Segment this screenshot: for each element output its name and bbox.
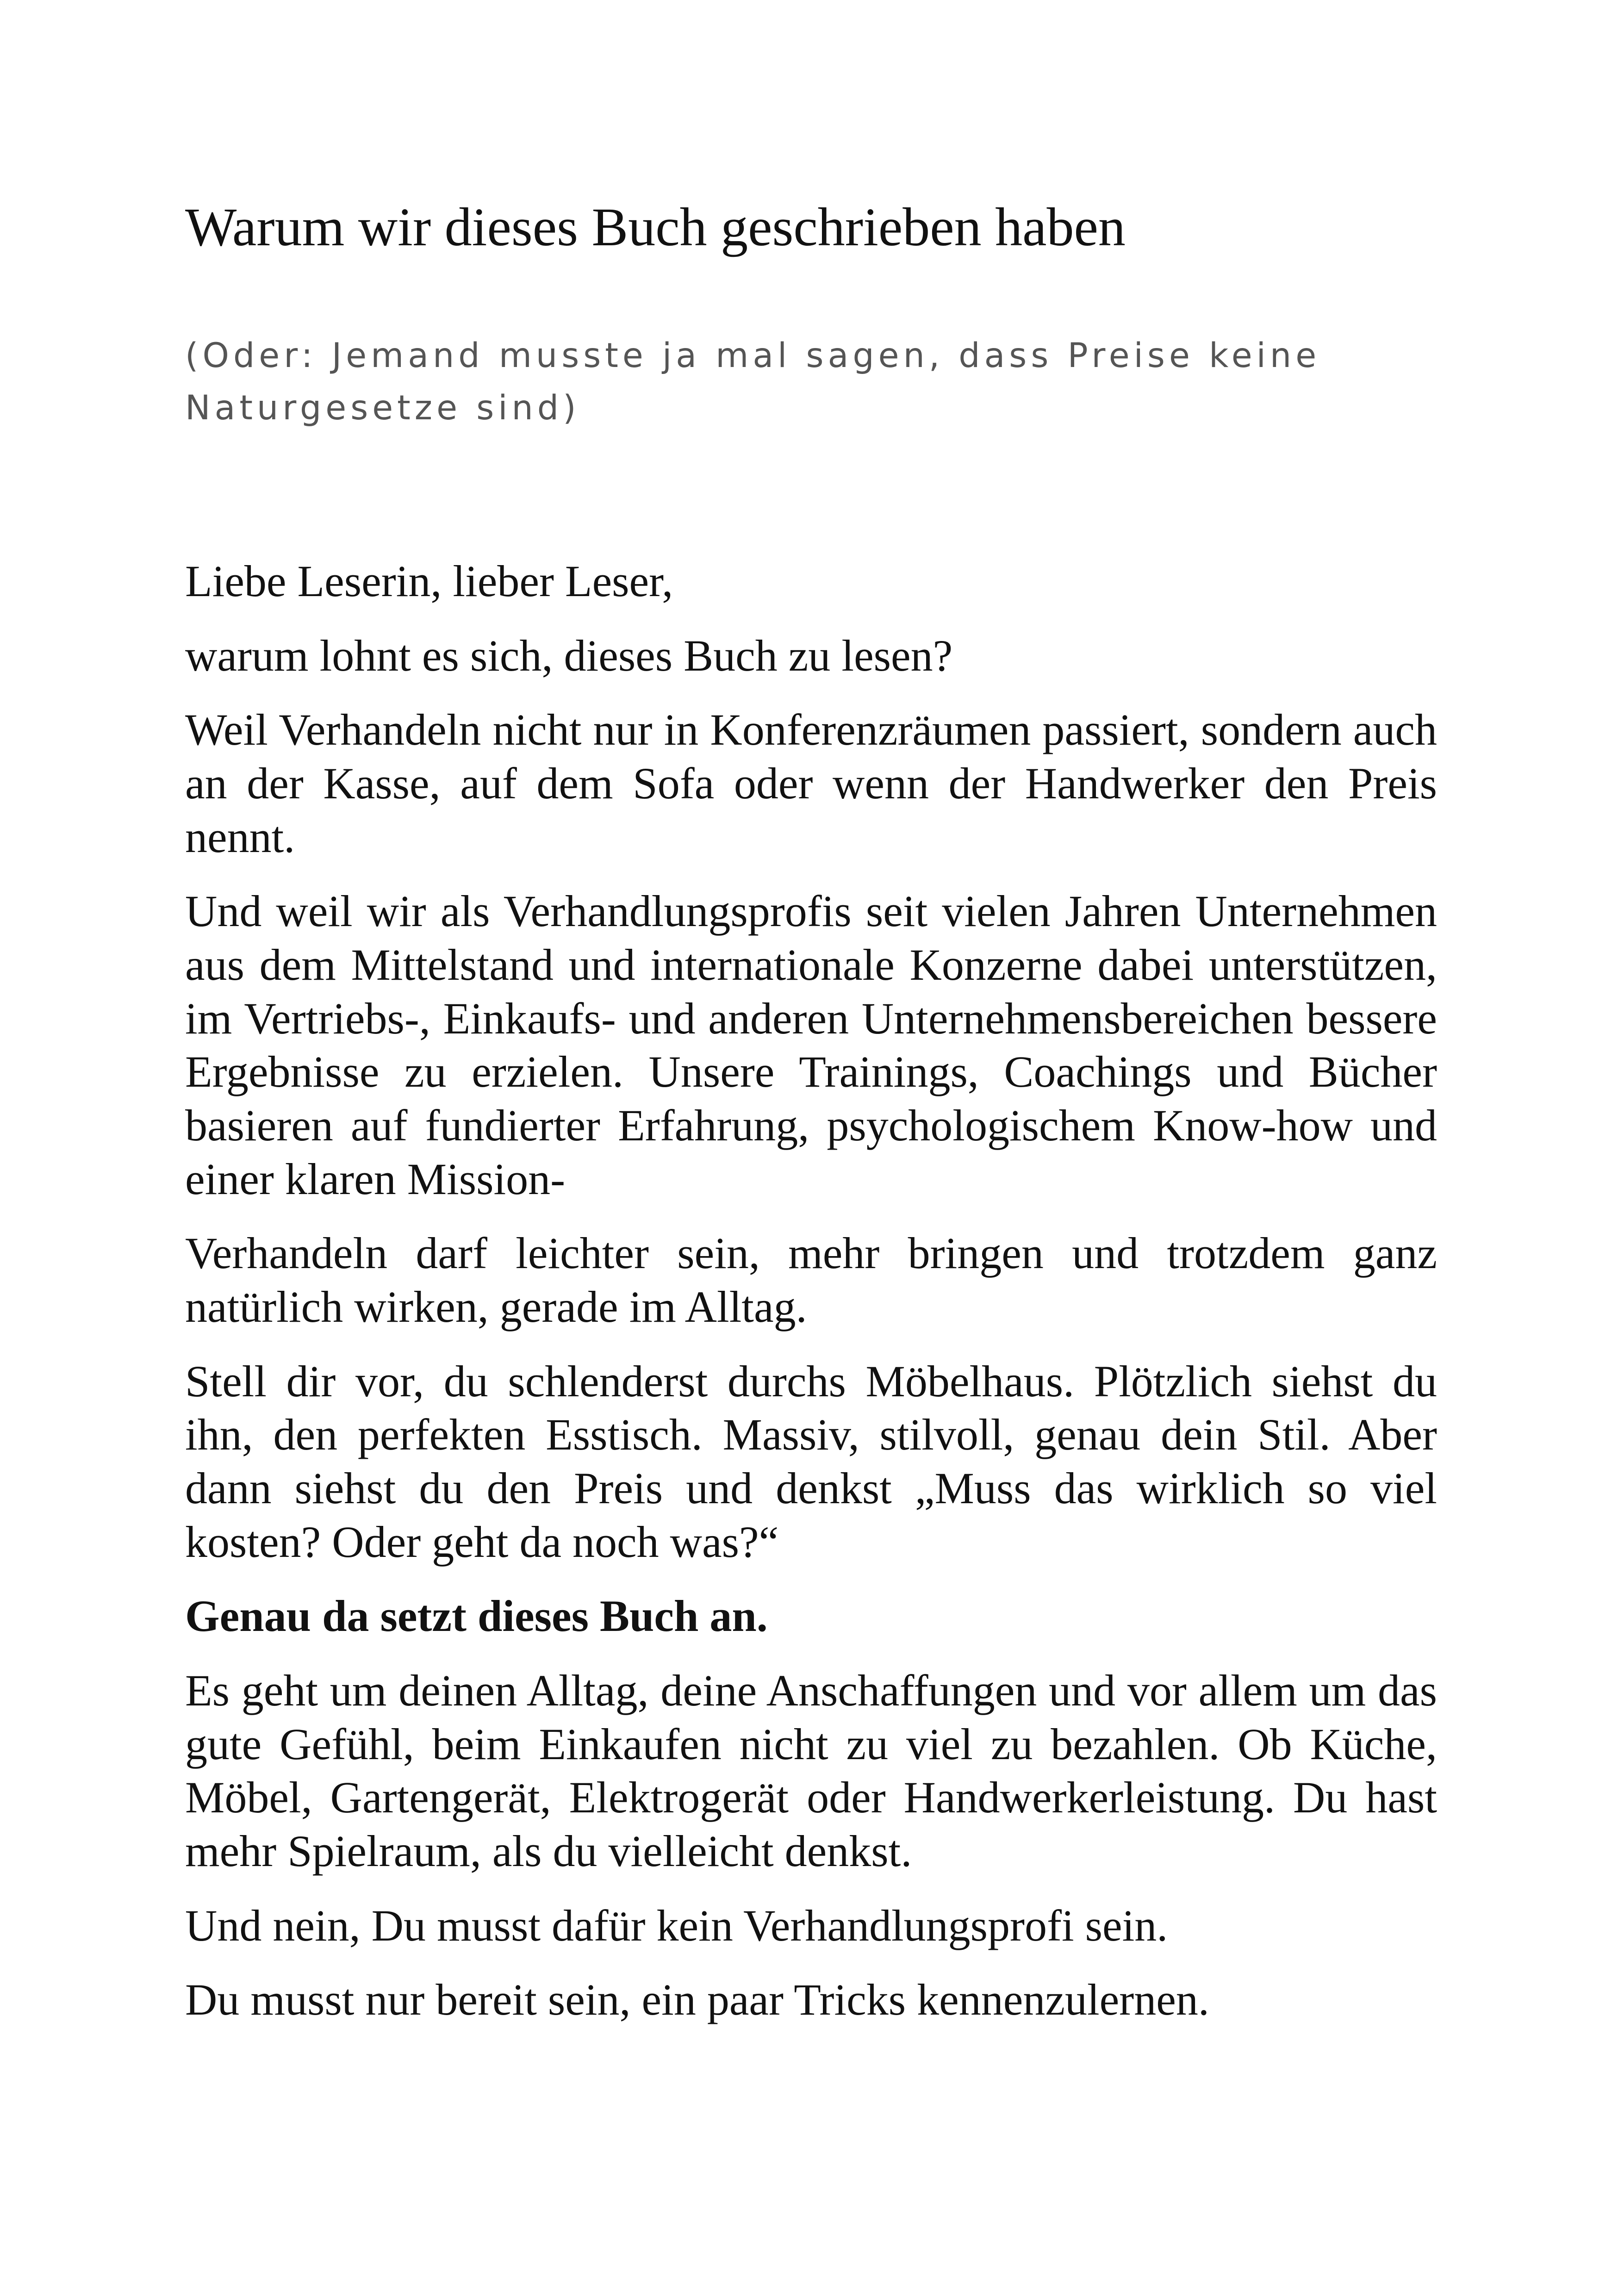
paragraph-highlight: Genau da setzt dieses Buch an. (185, 1591, 768, 1641)
paragraph-no-pro: Und nein, Du musst dafür kein Verhandlungsprofi sein. (185, 1900, 1168, 1950)
body-text (185, 554, 1437, 2027)
chapter-title: Warum wir dieses Buch geschrieben haben (185, 197, 1126, 257)
chapter-subtitle: (Oder: Jemand musste ja mal sagen, dass Preise keine Naturgesetze sind) (185, 336, 1321, 428)
page-content (185, 194, 1437, 2047)
paragraph-experience: Und weil wir als Verhandlungsprofis seit vielen Jahren Unternehmen aus dem Mittelstand und internationale Konzerne dabei unterstützen, im Vertriebs-, Einkaufs- und anderen Unternehmensbereichen bessere Ergebnisse zu erzielen. Unsere Trainings, Coachings und Bücher basieren auf fundierter Erfahrung, psychologischem Know-how und einer klaren Mission- (185, 886, 1437, 1204)
paragraph-tricks: Du musst nur bereit sein, ein paar Tricks kennenzulernen. (185, 1975, 1209, 2025)
paragraph-mission: Verhandeln darf leichter sein, mehr bringen und trotzdem ganz natürlich wirken, gerade im Alltag. (185, 1228, 1437, 1332)
paragraph-everyday: Es geht um deinen Alltag, deine Anschaffungen und vor allem um das gute Gefühl, beim Einkaufen nicht zu viel zu bezahlen. Ob Küche, Möbel, Gartengerät, Elektrogerät oder Handwerkerleistung. Du hast mehr Spielraum, als du vielleicht denkst. (185, 1665, 1437, 1876)
paragraph-salutation: Liebe Leserin, lieber Leser, (185, 556, 673, 606)
paragraph-example: Stell dir vor, du schlenderst durchs Möbelhaus. Plötzlich siehst du ihn, den perfekten Esstisch. Massiv, stilvoll, genau dein Stil. Aber dann siehst du den Preis und denkst „Muss das wirklich so viel kosten? Oder geht da noch was?“ (185, 1356, 1437, 1567)
paragraph-question: warum lohnt es sich, dieses Buch zu lesen? (185, 630, 953, 680)
paragraph-reason: Weil Verhandeln nicht nur in Konferenzräumen passiert, sondern auch an der Kasse, auf dem Sofa oder wenn der Handwerker den Preis nennt. (185, 705, 1437, 862)
